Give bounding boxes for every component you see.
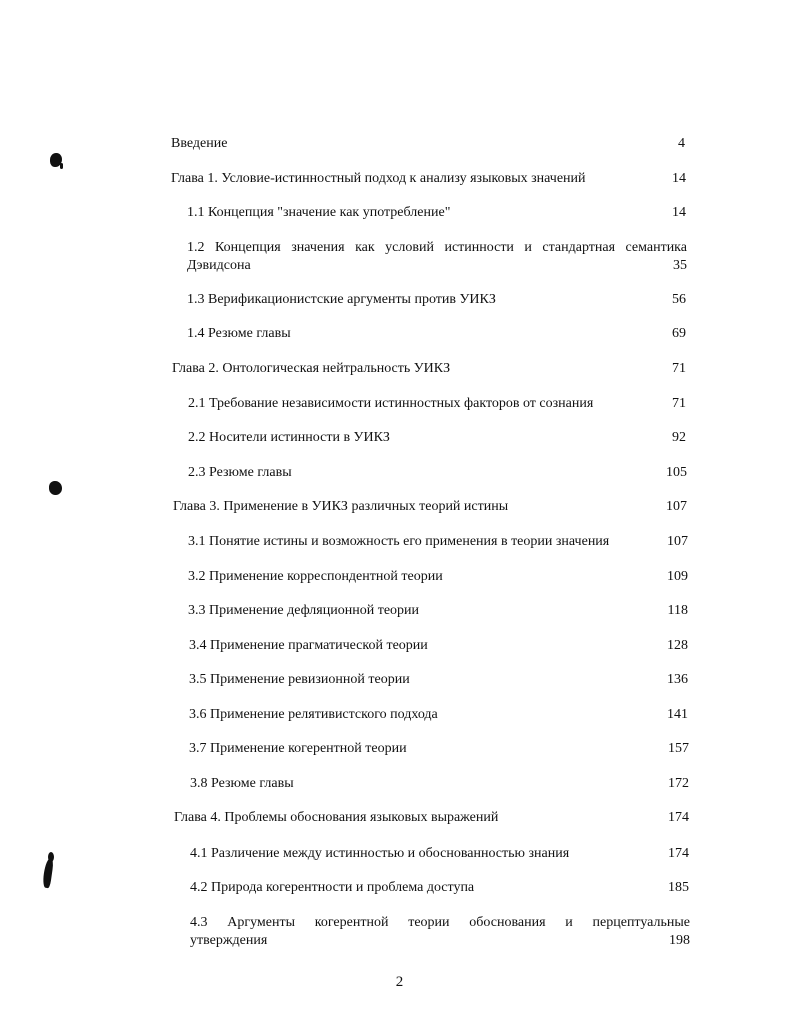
toc-entry-title-line1: 1.2 Концепция значения как условий истинности и стандартная семантика <box>187 240 687 255</box>
toc-entry-title-line2: Дэвидсона <box>187 258 251 273</box>
toc-entry-title: Глава 1. Условие-истинностный подход к анализу языковых значений <box>171 171 586 186</box>
toc-entry-title: 2.3 Резюме главы <box>188 465 292 480</box>
toc-entry-title: 1.3 Верификационистские аргументы против УИКЗ <box>187 292 496 307</box>
toc-entry-title: 3.3 Применение дефляционной теории <box>188 603 420 618</box>
toc-entry-title: 3.6 Применение релятивистского подхода <box>189 707 438 722</box>
toc-entry-title-line1: 4.3 Аргументы когерентной теории обоснования и перцептуальные <box>190 915 690 930</box>
toc-entry-page: 109 <box>667 569 688 584</box>
toc-entry-title: 4.2 Природа когерентности и проблема доступа <box>190 880 475 895</box>
toc-entry-page: 107 <box>666 499 687 514</box>
page-number: 2 <box>395 974 404 990</box>
toc-entry-title: 3.7 Применение когерентной теории <box>189 741 407 756</box>
ink-blot-mark <box>60 163 63 169</box>
toc-entry-page: 172 <box>668 776 689 791</box>
toc-entry-title: 3.1 Понятие истины и возможность его применения в теории значения <box>188 534 610 549</box>
ink-blot-mark <box>48 852 54 862</box>
toc-entry-title: 1.4 Резюме главы <box>187 326 291 341</box>
toc-entry-page: 141 <box>667 707 688 722</box>
toc-entry-title-line2: утверждения <box>190 933 268 948</box>
toc-entry-page: 198 <box>669 933 690 948</box>
toc-entry-page: 128 <box>667 638 688 653</box>
toc-entry-page: 185 <box>668 880 689 895</box>
toc-entry-page: 174 <box>668 846 689 861</box>
toc-entry-title: 3.2 Применение корреспондентной теории <box>188 569 443 584</box>
toc-entry-title: Введение <box>171 136 228 151</box>
toc-entry-title: 2.2 Носители истинности в УИКЗ <box>188 430 390 445</box>
ink-blot-mark <box>49 481 62 495</box>
toc-entry-page: 4 <box>678 136 685 151</box>
toc-entry-page: 14 <box>672 205 686 220</box>
toc-entry-title: 1.1 Концепция "значение как употребление" <box>187 205 451 220</box>
toc-entry-page: 118 <box>667 603 688 618</box>
toc-entry-page: 71 <box>672 361 686 376</box>
toc-entry-page: 174 <box>668 810 689 825</box>
toc-entry-title: Глава 4. Проблемы обоснования языковых выражений <box>174 810 499 825</box>
toc-entry-title: 4.1 Различение между истинностью и обоснованностью знания <box>190 846 570 861</box>
toc-entry-section-4-3 <box>190 914 690 950</box>
toc-entry-page: 14 <box>672 171 686 186</box>
toc-entry-page: 56 <box>672 292 686 307</box>
toc-entry-section-1-2 <box>187 239 687 275</box>
toc-entry-title: 3.5 Применение ревизионной теории <box>189 672 410 687</box>
toc-entry-title: 3.4 Применение прагматической теории <box>189 638 428 653</box>
toc-entry-page: 69 <box>672 326 686 341</box>
toc-entry-page: 92 <box>672 430 686 445</box>
toc-entry-title: 3.8 Резюме главы <box>190 776 294 791</box>
toc-entry-page: 71 <box>672 396 686 411</box>
toc-entry-title: 2.1 Требование независимости истинностных факторов от сознания <box>188 396 594 411</box>
toc-entry-page: 35 <box>673 258 687 273</box>
toc-entry-title: Глава 3. Применение в УИКЗ различных теорий истины <box>173 499 509 514</box>
toc-entry-page: 107 <box>667 534 688 549</box>
toc-entry-page: 105 <box>666 465 687 480</box>
toc-entry-page: 157 <box>668 741 689 756</box>
toc-entry-title: Глава 2. Онтологическая нейтральность УИКЗ <box>172 361 451 376</box>
toc-entry-page: 136 <box>667 672 688 687</box>
